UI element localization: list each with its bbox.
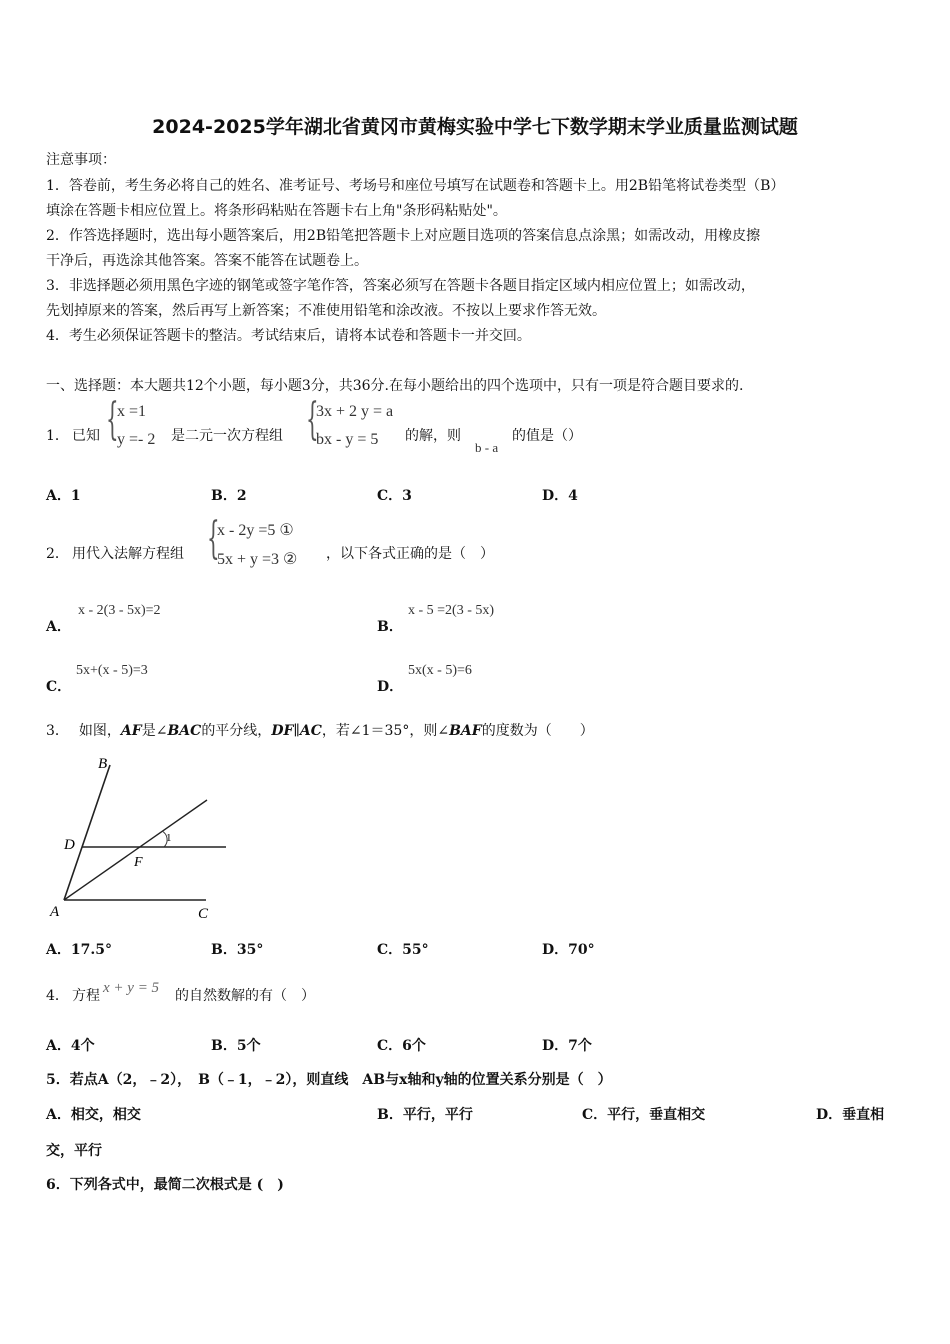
label-d: D bbox=[64, 837, 75, 853]
q1-option-c[interactable]: C．3 bbox=[377, 488, 412, 504]
q4-equation: x + y = 5 bbox=[103, 980, 160, 996]
notice-line: 4．考生必须保证答题卡的整洁。考试结束后，请将本试卷和答题卡一并交回。 bbox=[46, 328, 531, 344]
q4-option-a[interactable]: A．4个 bbox=[46, 1038, 95, 1054]
notice-line: 2．作答选择题时，选出每小题答案后，用2B铅笔把答题卡上对应题目选项的答案信息点涂黑；如需改动，用橡皮擦 bbox=[46, 228, 761, 244]
q2-option-c-expr: 5x+(x - 5)=3 bbox=[76, 663, 148, 678]
brace-icon: { bbox=[106, 394, 119, 445]
q5-option-b[interactable]: B．平行，平行 bbox=[377, 1107, 473, 1123]
section-heading: 一、选择题：本大题共12个小题，每小题3分，共36分.在每小题给出的四个选项中，只有一项是符合题目要求的. bbox=[46, 378, 744, 394]
q2-number: 2． bbox=[46, 546, 69, 562]
q4-option-c[interactable]: C．6个 bbox=[377, 1038, 426, 1054]
q4-option-d[interactable]: D．7个 bbox=[542, 1038, 592, 1054]
q2-post: ，以下各式正确的是（ ） bbox=[326, 546, 494, 562]
line-af bbox=[64, 800, 207, 900]
question-6: 6．下列各式中，最简二次根式是 ( ) bbox=[46, 1177, 284, 1193]
notice-line: 干净后，再选涂其他答案。答案不能答在试题卷上。 bbox=[46, 253, 368, 269]
notice-line: 填涂在答题卡相应位置上。将条形码粘贴在答题卡右上角"条形码粘贴处"。 bbox=[46, 203, 507, 219]
q2-option-d-label[interactable]: D． bbox=[377, 679, 404, 695]
q2-option-b-expr: x - 5 =2(3 - 5x) bbox=[408, 603, 495, 618]
q1-option-b[interactable]: B．2 bbox=[211, 488, 247, 504]
q2-option-a-expr: x - 2(3 - 5x)=2 bbox=[78, 603, 161, 618]
q1-sys2-row: bx - y = 5 bbox=[316, 431, 379, 448]
line-ab bbox=[64, 765, 110, 900]
page-title: 2024-2025学年湖北省黄冈市黄梅实验中学七下数学期末学业质量监测试题 bbox=[152, 116, 798, 138]
q3-text: 的平分线， bbox=[201, 723, 272, 739]
q1-option-d[interactable]: D．4 bbox=[542, 488, 578, 504]
q5-option-d-wrap: 交，平行 bbox=[46, 1143, 102, 1159]
notice-line: 3．非选择题必须用黑色字迹的钢笔或签字笔作答，答案必须写在答题卡各题目指定区域内相应位置上；如需改动， bbox=[46, 278, 755, 294]
q3-number: 3． bbox=[46, 723, 69, 739]
q3-parallel: ∥ bbox=[293, 723, 300, 739]
q1-sys2-row: 3x + 2 y = a bbox=[316, 403, 394, 420]
q5-option-c[interactable]: C．平行，垂直相交 bbox=[582, 1107, 706, 1123]
q2-sys-row: x - 2y =5 ① bbox=[217, 522, 294, 539]
q1-mid: 是二元一次方程组 bbox=[171, 428, 283, 444]
q2-option-c-label[interactable]: C． bbox=[46, 679, 72, 695]
q5-option-d[interactable]: D．垂直相 bbox=[816, 1107, 885, 1123]
q3-text: 的度数为（ ） bbox=[481, 723, 594, 739]
q3-text: 如图， bbox=[78, 723, 121, 739]
q2-sys-row: 5x + y =3 ② bbox=[217, 551, 298, 568]
notice-heading: 注意事项： bbox=[46, 152, 116, 168]
q1-sys1-row: x =1 bbox=[117, 403, 147, 420]
label-c: C bbox=[198, 906, 209, 922]
brace-icon: { bbox=[306, 394, 319, 445]
q3-bac: BAC bbox=[167, 723, 202, 739]
q3-df: DF bbox=[271, 723, 294, 739]
q4-post: 的自然数解的有（ ） bbox=[175, 988, 315, 1004]
label-a: A bbox=[50, 904, 60, 920]
q3-ac: AC bbox=[299, 723, 322, 739]
q2-option-a-label[interactable]: A． bbox=[46, 619, 71, 635]
q2-pre: 用代入法解方程组 bbox=[72, 546, 184, 562]
q1-sys1-row: y =- 2 bbox=[117, 431, 156, 448]
q3-option-b[interactable]: B．35° bbox=[211, 942, 264, 958]
q1-option-a[interactable]: A．1 bbox=[46, 488, 81, 504]
q3-stem bbox=[46, 721, 594, 741]
q3-option-c[interactable]: C．55° bbox=[377, 942, 429, 958]
q5-option-a[interactable]: A．相交，相交 bbox=[46, 1107, 141, 1123]
q3-option-d[interactable]: D．70° bbox=[542, 942, 595, 958]
label-f: F bbox=[134, 855, 143, 870]
q2-option-b-label[interactable]: B． bbox=[377, 619, 403, 635]
q3-figure bbox=[44, 750, 244, 925]
q1-number: 1． bbox=[46, 428, 69, 444]
q3-baf: BAF bbox=[449, 723, 482, 739]
q4-pre: 方程 bbox=[72, 988, 100, 1004]
q1-end: 的值是（） bbox=[512, 428, 582, 444]
q2-option-d-expr: 5x(x - 5)=6 bbox=[408, 663, 472, 678]
q3-text: ，若∠1＝35°，则∠ bbox=[321, 723, 450, 739]
q3-af: AF bbox=[120, 723, 142, 739]
q1-pre: 已知 bbox=[72, 428, 100, 444]
q1-expr: b - a bbox=[475, 440, 499, 455]
q4-option-b[interactable]: B．5个 bbox=[211, 1038, 261, 1054]
notice-line: 1．答卷前，考生务必将自己的姓名、准考证号、考场号和座位号填写在试题卷和答题卡上。用2B铅笔将试卷类型（B） bbox=[46, 178, 785, 194]
label-angle-1: 1 bbox=[166, 832, 172, 844]
brace-icon: { bbox=[207, 513, 220, 564]
label-b: B bbox=[98, 756, 108, 772]
q3-option-a[interactable]: A．17.5° bbox=[46, 942, 112, 958]
q3-text: 是∠ bbox=[141, 723, 168, 739]
q4-number: 4． bbox=[46, 988, 69, 1004]
notice-line: 先划掉原来的答案，然后再写上新答案；不准使用铅笔和涂改液。不按以上要求作答无效。 bbox=[46, 303, 606, 319]
q5-stem: 5．若点A（2，﹣2）， B（﹣1，﹣2），则直线 AB与x轴和y轴的位置关系分别是（ ） bbox=[46, 1072, 612, 1088]
q1-post: 的解，则 bbox=[405, 428, 461, 444]
